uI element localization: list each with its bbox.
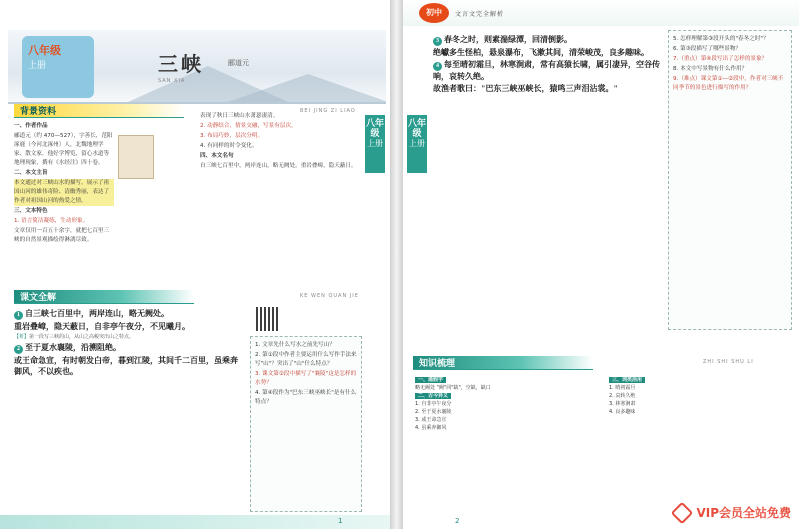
title-banner — [8, 30, 386, 104]
lesson-title: 三峡 — [158, 54, 204, 76]
questions-box-right: 5. 怎样理解第③段开头的"春冬之时"？ 6. 第③段描写了哪些景物？ 7.（重点）第④段写出了怎样的景象？ 8. 本文中写景物有什么作用？ 9.（难点）课文第①—②段中，作者对三峡不同季节的景色进行描写的作用？ — [668, 30, 792, 330]
book-gutter — [390, 0, 403, 529]
questions-box: 1. 文章先什么写水之前先写山？ 2. 第①段中作者主要运用什么写作手法来写"山"？突出了"山"什么特点？ 3. 课文第②段中描写了"襄陵"这是怎样的水势？ 4. 第④段作为"巴东三峡巫峡长"是有什么特点？ — [250, 336, 362, 512]
kewen-pinyin: KE WEN QUAN JIE — [300, 293, 359, 299]
page-number: 1 — [338, 517, 343, 525]
cilei-label: 三、词类活用 — [609, 377, 645, 383]
page-number: 2 — [455, 517, 460, 525]
background-text-left: 一、作者作品 郦道元（约 470—527），字善长，范阳涿鹿（今河北涿州）人，北魏地理学家、散文家。他好学博览，留心水道等地理现象，撰有《水经注》四十卷。 二、本文主旨 本文通过对三峡山水的描写，展示了祖国山河的雄伟奇险、清幽秀丽，表达了作者对祖国山河的热爱之情。 三、文本特色 1. 语言简洁凝练，生动形象。 文章仅用一百五十余字，就把七百里三峡的自然景观描绘得淋漓尽致。 — [14, 123, 113, 243]
tongjia-label: 一、通假字 — [415, 377, 446, 383]
tongjia-text: 略无阙处 "阙"同"缺"，空缺，缺口 — [415, 385, 491, 391]
vip-banner[interactable]: VIP会员全站免费 — [674, 504, 791, 522]
kewen-text-continued: 3 春冬之时，则素湍绿潭，回清倒影。 绝巘多生怪柏，悬泉瀑布，飞漱其间，清荣峻茂，良多趣味。 4 每至晴初霜旦，林寒涧肃，常有高猿长啸，属引凄异，空谷传响，哀转久绝。 故渔者歌曰："巴东三峡巫峡长，猿鸣三声泪沾裳。" — [433, 35, 660, 93]
grade-side-tab: 八年级 上册 — [365, 115, 385, 173]
right-header — [403, 0, 799, 26]
grade-side-tab: 八年级 上册 — [407, 115, 427, 173]
knowledge-section-header: 知识梳理 — [413, 356, 593, 370]
unit-badge: 八年级 上册 — [22, 36, 94, 98]
lesson-pinyin: SAN XIA — [158, 78, 186, 84]
background-pinyin: BEI JING ZI LIAO — [300, 108, 356, 114]
mountain-decoration — [228, 74, 386, 102]
knowledge-pinyin: ZHI SHI SHU LI — [703, 359, 754, 365]
qr-code[interactable] — [256, 307, 280, 331]
lesson-author: 郦道元 — [228, 59, 249, 67]
guyi-label: 二、古今异义 — [415, 393, 451, 399]
diamond-icon — [671, 502, 694, 525]
right-page — [403, 0, 799, 529]
header-title: 文言文完全解析 — [455, 11, 505, 18]
kewen-text: 1 自三峡七百里中，两岸连山，略无阙处。 重岩叠嶂，隐天蔽日，自非亭午夜分，不见曦月。 【析】第一段写三峡的山，从山之高峻突出山之特点。 2 至于夏水襄陵，沿溯阻绝。 或王命急宣，有时朝发白帝，暮到江陵，其间千二百里，虽乘奔御风，不以疾也。 — [14, 309, 238, 376]
kewen-section-header: 课文全解 — [14, 290, 194, 304]
left-page — [0, 0, 390, 529]
knowledge-right-column: 三、词类活用 1. 晴初霜旦 2. 哀转久绝 3. 林寒涧肃 4. 良多趣味 — [609, 376, 789, 486]
background-text-right: 表现了秋日三峡山水萧瑟凄清。 2. 动静结合，情景交融，写景有层次。 3. 布局巧妙，层次分明。 4. 有同样的时令变化。 四、本文名句 自三峡七百里中，两岸连山，略无阙处。重岩叠嶂，隐天蔽日。 — [200, 113, 357, 169]
knowledge-left-column: 一、通假字 略无阙处 "阙"同"缺"，空缺，缺口 二、古今异义 1. 自非亭午夜分 2. 至于夏水襄陵 3. 或王命急宣 4. 虽乘奔御风 — [415, 376, 605, 516]
author-portrait — [118, 135, 154, 179]
page-footer-band — [0, 515, 390, 529]
header-logo: 初中 — [419, 3, 449, 23]
background-section-header: 背景资料 — [14, 104, 184, 118]
